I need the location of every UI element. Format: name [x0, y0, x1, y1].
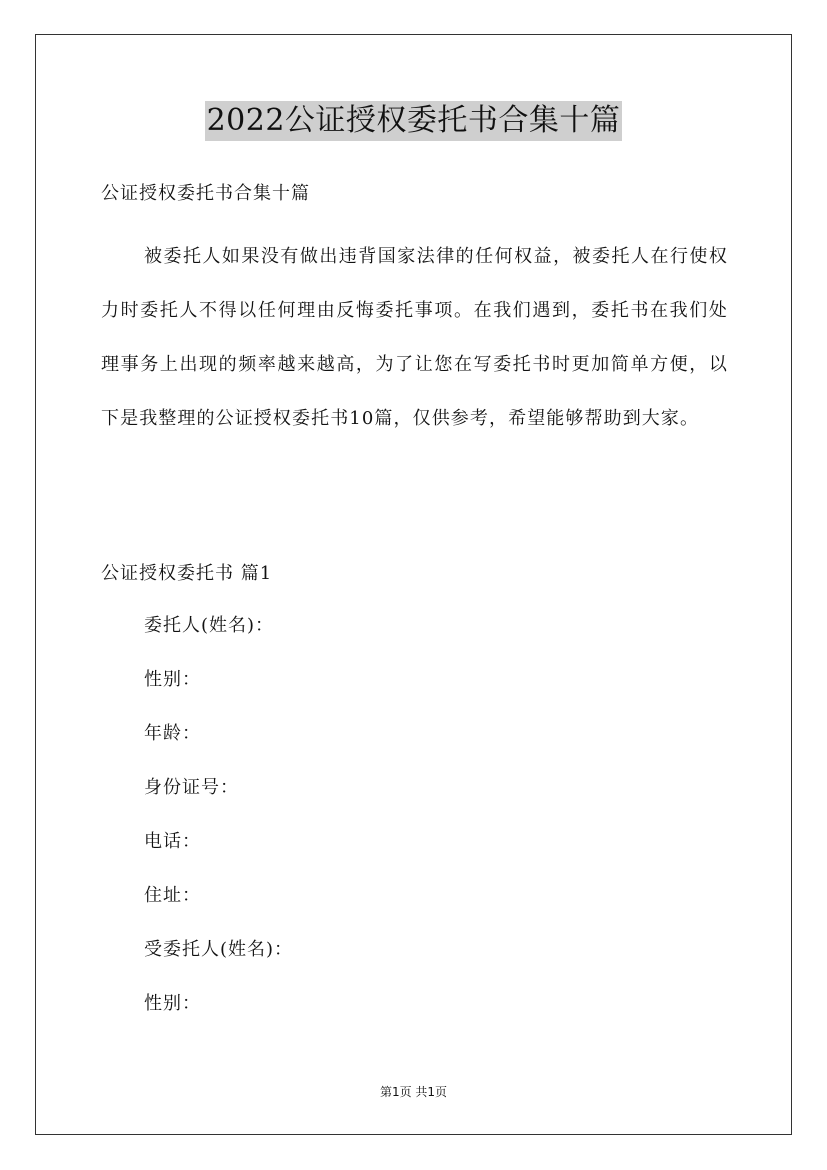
field-label-principal-address: 住址： — [144, 885, 201, 906]
form-field-list — [144, 612, 293, 1044]
page-footer: 第1页 共1页 — [379, 1085, 448, 1099]
intro-paragraph: 被委托人如果没有做出违背国家法律的任何权益，被委托人在行使权力时委托人不得以任何理由反悔委托事项。在我们遇到，委托书在我们处理事务上出现的频率越来越高，为了让您在写委托书时更加简单方便，以下是我整理的公证授权委托书10篇，仅供参考，希望能够帮助到大家。 — [101, 246, 728, 429]
field-label-agent-name: 受委托人(姓名)： — [144, 939, 294, 960]
field-label-agent-gender: 性别： — [144, 993, 201, 1014]
field-label-principal-age: 年龄： — [144, 723, 201, 744]
section-heading: 公证授权委托书 篇1 — [101, 563, 273, 584]
field-label-principal-id-number: 身份证号： — [144, 777, 239, 798]
field-label-principal-name: 委托人(姓名)： — [144, 615, 275, 636]
field-label-principal-gender: 性别： — [144, 669, 201, 690]
document-subtitle: 公证授权委托书合集十篇 — [101, 183, 310, 204]
field-label-principal-phone: 电话： — [144, 831, 201, 852]
document-title-block — [0, 100, 827, 141]
document-title: 2022公证授权委托书合集十篇 — [205, 101, 623, 141]
